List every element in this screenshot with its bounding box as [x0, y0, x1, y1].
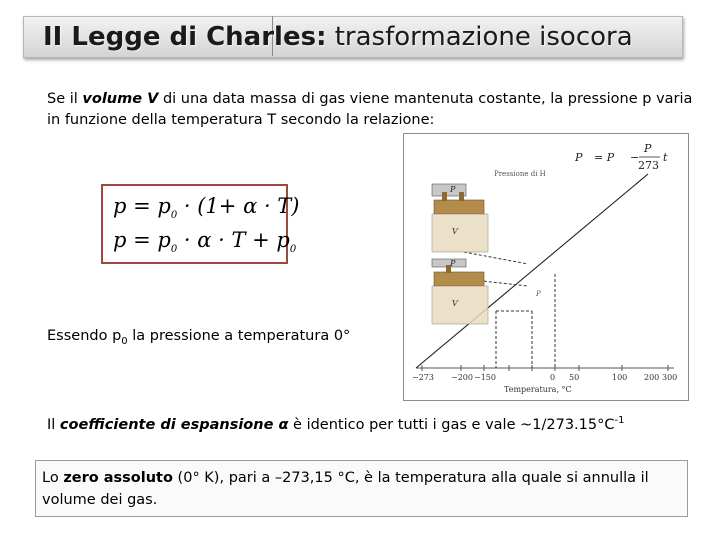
slide-title	[43, 22, 633, 52]
zero-box	[35, 460, 688, 517]
formula-line-2	[113, 228, 296, 255]
svg-text:−: −	[630, 151, 640, 164]
formula-1-a: p = p	[113, 194, 171, 218]
intro-emph: volume V	[82, 91, 159, 107]
zero-text	[42, 467, 672, 511]
formula-2-sub-end: 0	[289, 244, 297, 256]
svg-text:t: t	[663, 151, 668, 164]
formula-line-1	[113, 194, 300, 221]
svg-text:P: P	[644, 142, 652, 155]
x-tick-labels	[412, 373, 677, 382]
dashed-arrow-1	[464, 252, 528, 264]
formula-2-b: · α · T + p	[183, 228, 290, 252]
charles-diagram	[403, 133, 689, 401]
tick-200: 200	[644, 373, 660, 382]
intro-prefix: Se il	[47, 91, 78, 107]
coeff-sup: -1	[614, 415, 625, 426]
intro-rest: di una data massa di gas viene mantenuta costante, la pressione p varia in funzione della temperatura T secondo la relazione:	[47, 91, 693, 128]
graph-title: Pressione di H	[494, 170, 546, 178]
label-v-bottom: V	[452, 299, 458, 308]
tick-100: 100	[612, 373, 628, 382]
zero-prefix: Lo	[42, 470, 59, 486]
tick-300: 300	[662, 373, 678, 382]
essendo-sub: 0	[121, 335, 128, 347]
tick-0: 0	[550, 373, 556, 382]
coeff-prefix: Il	[47, 416, 56, 433]
label-p2: P	[450, 185, 456, 194]
zero-emph: zero assoluto	[63, 470, 173, 486]
formula-box	[101, 184, 300, 264]
cylinder-bottom	[432, 259, 541, 324]
zero-rest: (0° K), pari a –273,15 °C, è la temperatura alla quale si annulla il volume dei gas.	[42, 470, 649, 508]
essendo-rest: la pressione a temperatura 0°	[127, 328, 351, 344]
label-p1: P	[450, 259, 456, 268]
coeff-emph: coefficiente di espansione α	[59, 416, 289, 433]
tick-m200: −200	[451, 373, 473, 382]
x-axis-label: Temperatura, °C	[504, 385, 572, 394]
formula-1-b: · (1+ α · T)	[183, 194, 300, 218]
essendo-line	[47, 328, 350, 347]
essendo-text: Essendo p	[47, 328, 122, 344]
title-bold: II Legge di Charles:	[43, 22, 327, 52]
cylinder-top	[432, 184, 488, 252]
title-rest: trasformazione isocora	[334, 22, 633, 52]
coefficient-line	[47, 415, 624, 433]
tick-m273: −273	[412, 373, 434, 382]
label-v-top: V	[452, 227, 458, 236]
tick-50: 50	[569, 373, 580, 382]
diagram-formula	[574, 142, 668, 172]
formula-2-sub: 0	[170, 244, 178, 256]
intro-paragraph	[47, 89, 697, 131]
tick-m150: −150	[474, 373, 496, 382]
svg-text:P: P	[536, 290, 541, 298]
coeff-rest: è identico per tutti i gas e vale ~1/273.15°C	[288, 416, 615, 433]
svg-text:P: P	[575, 151, 583, 164]
svg-text:273: 273	[638, 159, 659, 172]
formula-1-sub: 0	[170, 210, 178, 222]
formula-2-a: p = p	[113, 228, 171, 252]
diagram-svg	[404, 134, 688, 400]
svg-text:= P: = P	[594, 151, 615, 164]
